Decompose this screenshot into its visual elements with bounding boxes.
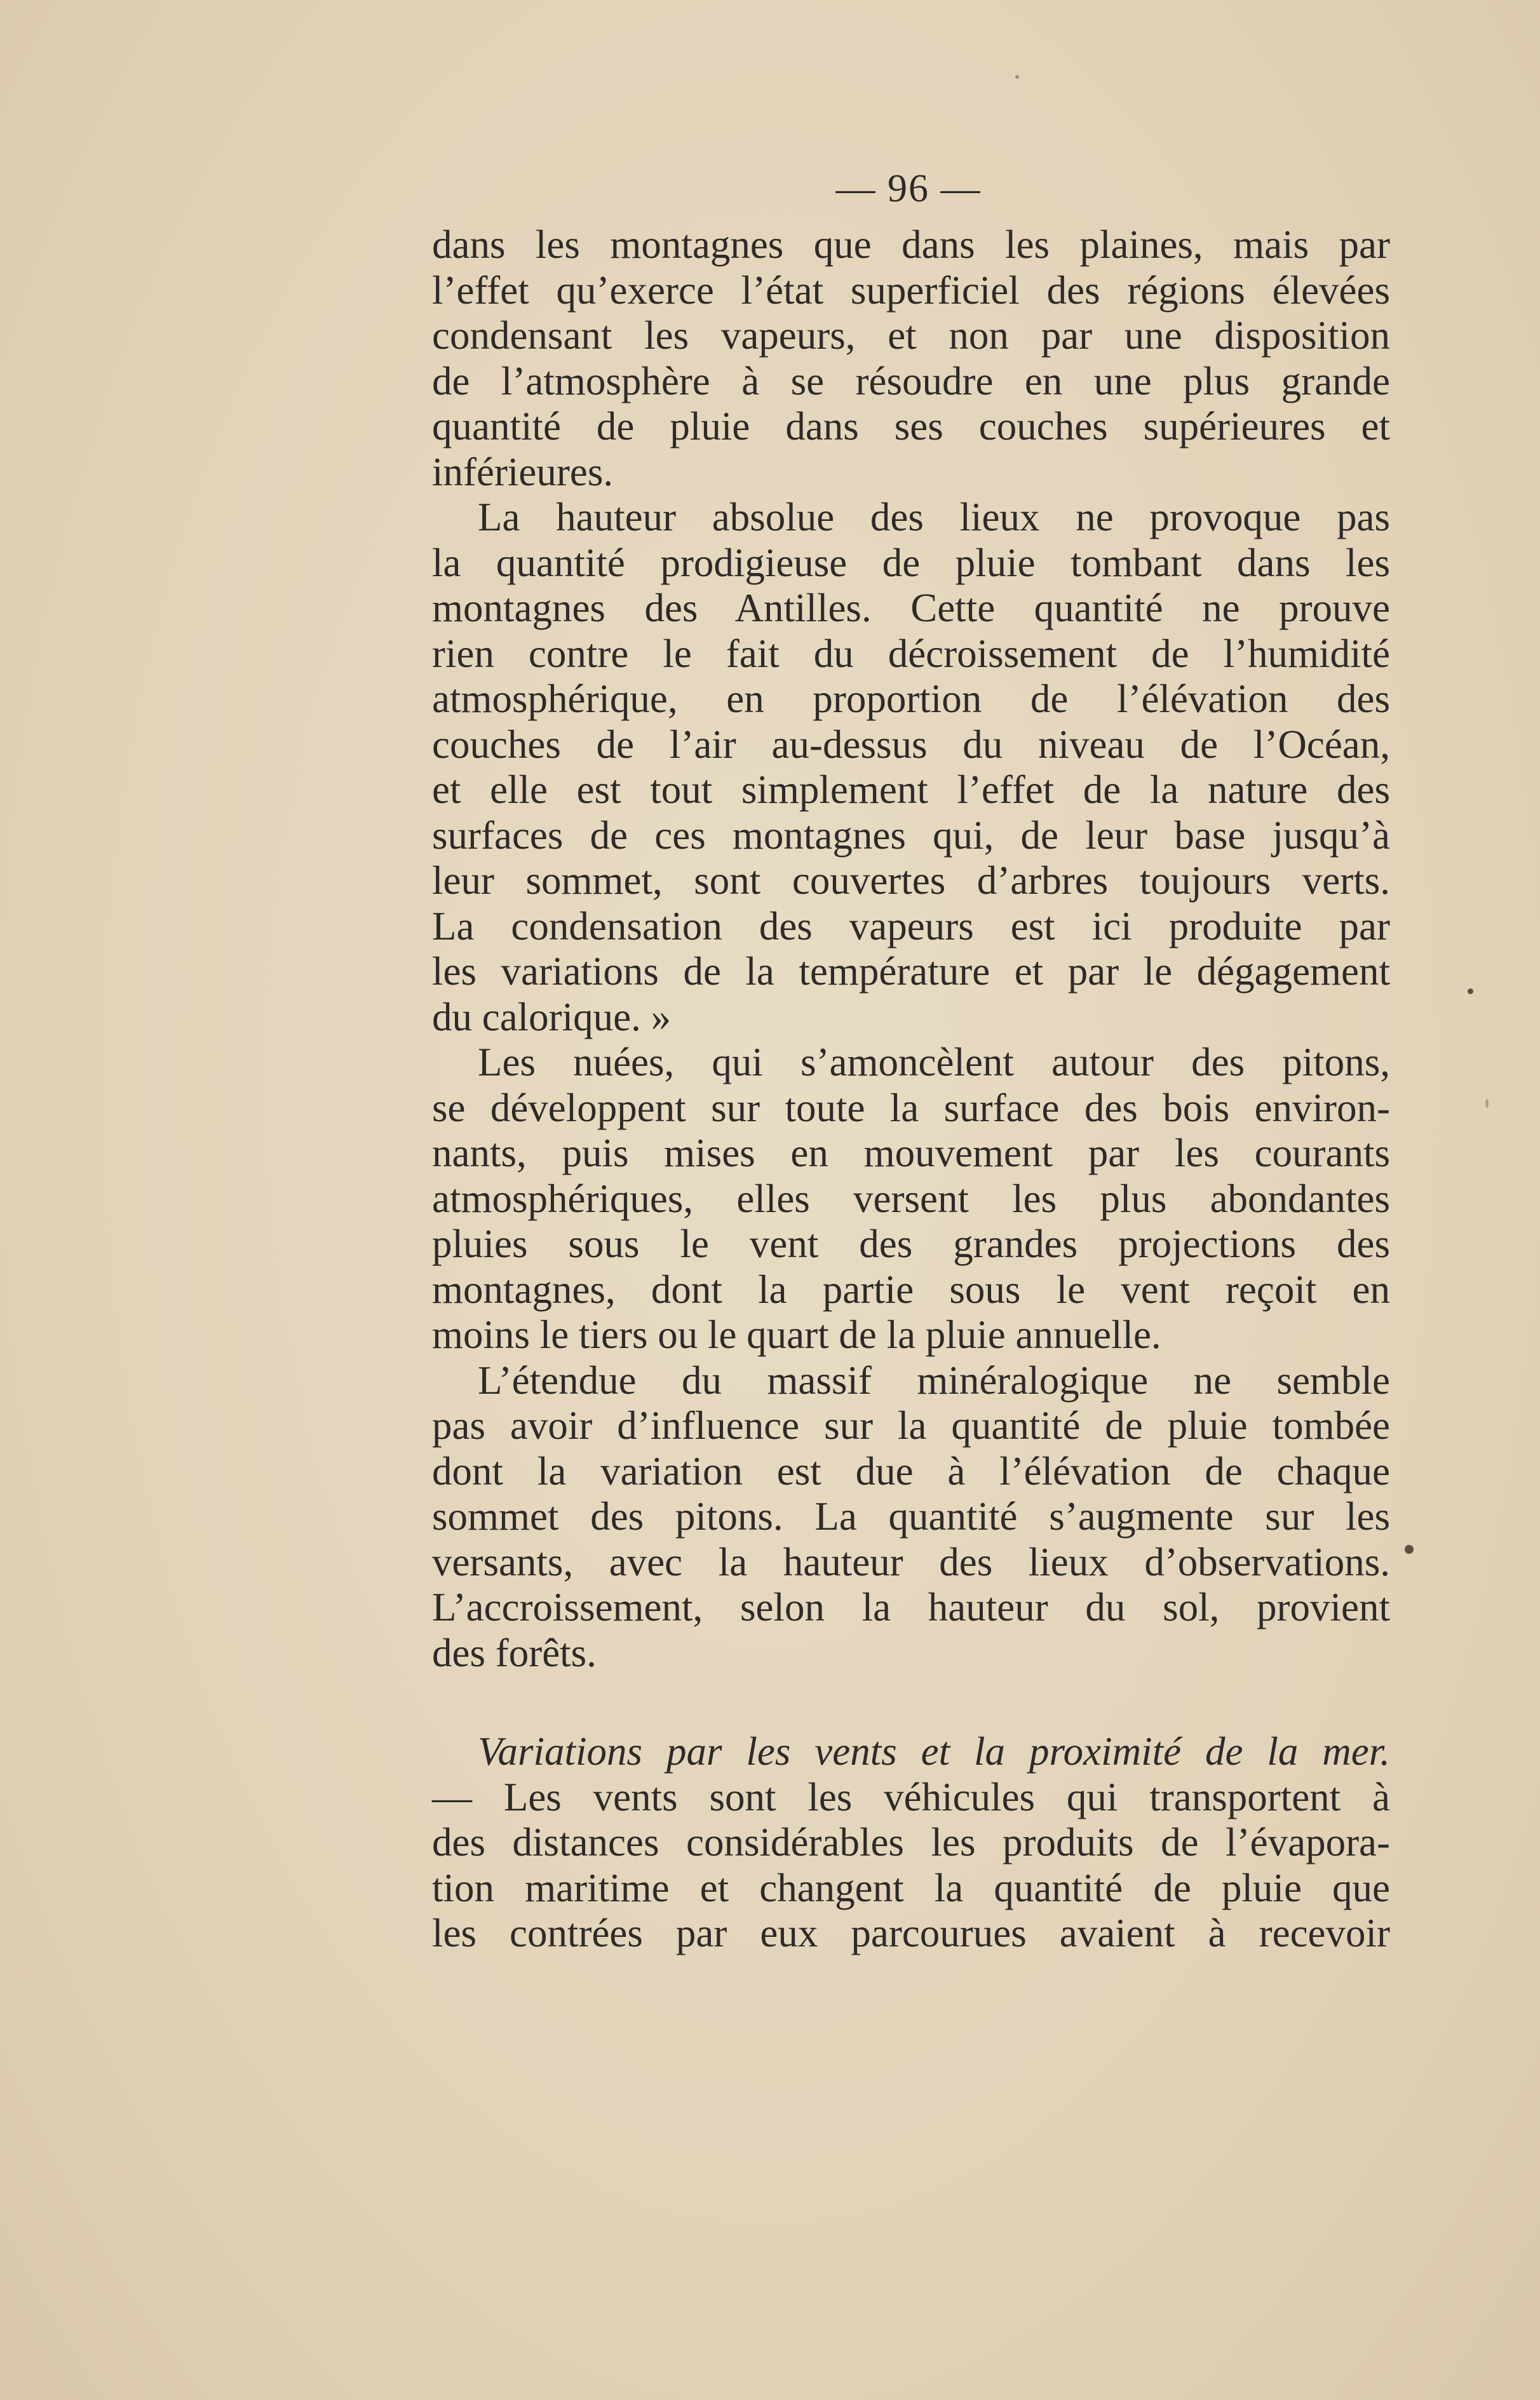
text-line: — Les vents sont les véhicules qui transportent à — [432, 1774, 1390, 1819]
page-number: — 96 — — [835, 167, 982, 210]
text-line: l’effet qu’exerce l’état superficiel des régions élevées — [432, 267, 1390, 313]
text-line: inférieures. — [432, 449, 614, 494]
paper-speck — [1015, 75, 1019, 79]
text-line: rien contre le fait du décroissement de l’humidité — [432, 631, 1390, 676]
text-line: atmosphérique, en proportion de l’élévation des — [432, 677, 1390, 721]
section-heading: Variations par les vents et la proximité de la mer. — [478, 1729, 1390, 1774]
text-line: La condensation des vapeurs est ici produite par — [432, 903, 1390, 948]
paper-speck — [1468, 988, 1473, 994]
text-line: couches de l’air au-dessus du niveau de l’Océan, — [432, 722, 1390, 767]
text-line: du calorique. » — [432, 994, 672, 1039]
text-line: surfaces de ces montagnes qui, de leur base jusqu’à — [432, 812, 1390, 858]
paper-speck — [1405, 1545, 1414, 1554]
text-line: les contrées par eux parcourues avaient à recevoir — [432, 1911, 1390, 1955]
text-line: versants, avec la hauteur des lieux d’observations. — [432, 1539, 1390, 1584]
text-line: les variations de la température et par le dégagement — [432, 949, 1390, 994]
text-line: montagnes des Antilles. Cette quantité ne prouve — [432, 586, 1390, 630]
text-line: quantité de pluie dans ses couches supérieures et — [432, 404, 1390, 448]
text-line: atmosphériques, elles versent les plus abondantes — [432, 1176, 1390, 1221]
text-line: dont la variation est due à l’élévation de chaque — [432, 1448, 1390, 1493]
text-line: leur sommet, sont couvertes d’arbres toujours verts. — [432, 858, 1390, 903]
text-line: moins le tiers ou le quart de la pluie annuelle. — [432, 1312, 1161, 1357]
text-line: L’étendue du massif minéralogique ne semble — [478, 1358, 1390, 1403]
text-line: La hauteur absolue des lieux ne provoque pas — [478, 495, 1390, 539]
text-line: pas avoir d’influence sur la quantité de pluie tombée — [432, 1403, 1390, 1448]
text-line: condensant les vapeurs, et non par une disposition — [432, 313, 1390, 358]
text-line: montagnes, dont la partie sous le vent reçoit en — [432, 1267, 1390, 1312]
section-gap — [432, 1676, 1390, 1729]
text-line: nants, puis mises en mouvement par les courants — [432, 1131, 1390, 1175]
text-line: des distances considérables les produits de l’évapora- — [432, 1820, 1390, 1864]
text-line: tion maritime et changent la quantité de pluie que — [432, 1865, 1390, 1910]
text-line: Les nuées, qui s’amoncèlent autour des pitons, — [478, 1040, 1390, 1084]
text-line: de l’atmosphère à se résoudre en une plus grande — [432, 358, 1390, 403]
text-line: et elle est tout simplement l’effet de la nature des — [432, 767, 1390, 812]
text-line: sommet des pitons. La quantité s’augmente sur les — [432, 1494, 1390, 1539]
text-line: pluies sous le vent des grandes projections des — [432, 1222, 1390, 1266]
paper-speck — [1485, 1099, 1489, 1108]
text-line: la quantité prodigieuse de pluie tombant dans les — [432, 540, 1390, 585]
body-text — [432, 222, 1390, 1957]
text-line: se développent sur toute la surface des bois environ- — [432, 1085, 1390, 1130]
text-line: dans les montagnes que dans les plaines, mais par — [432, 222, 1390, 267]
text-line: des forêts. — [432, 1630, 597, 1675]
text-line: L’accroissement, selon la hauteur du sol, provient — [432, 1585, 1390, 1629]
